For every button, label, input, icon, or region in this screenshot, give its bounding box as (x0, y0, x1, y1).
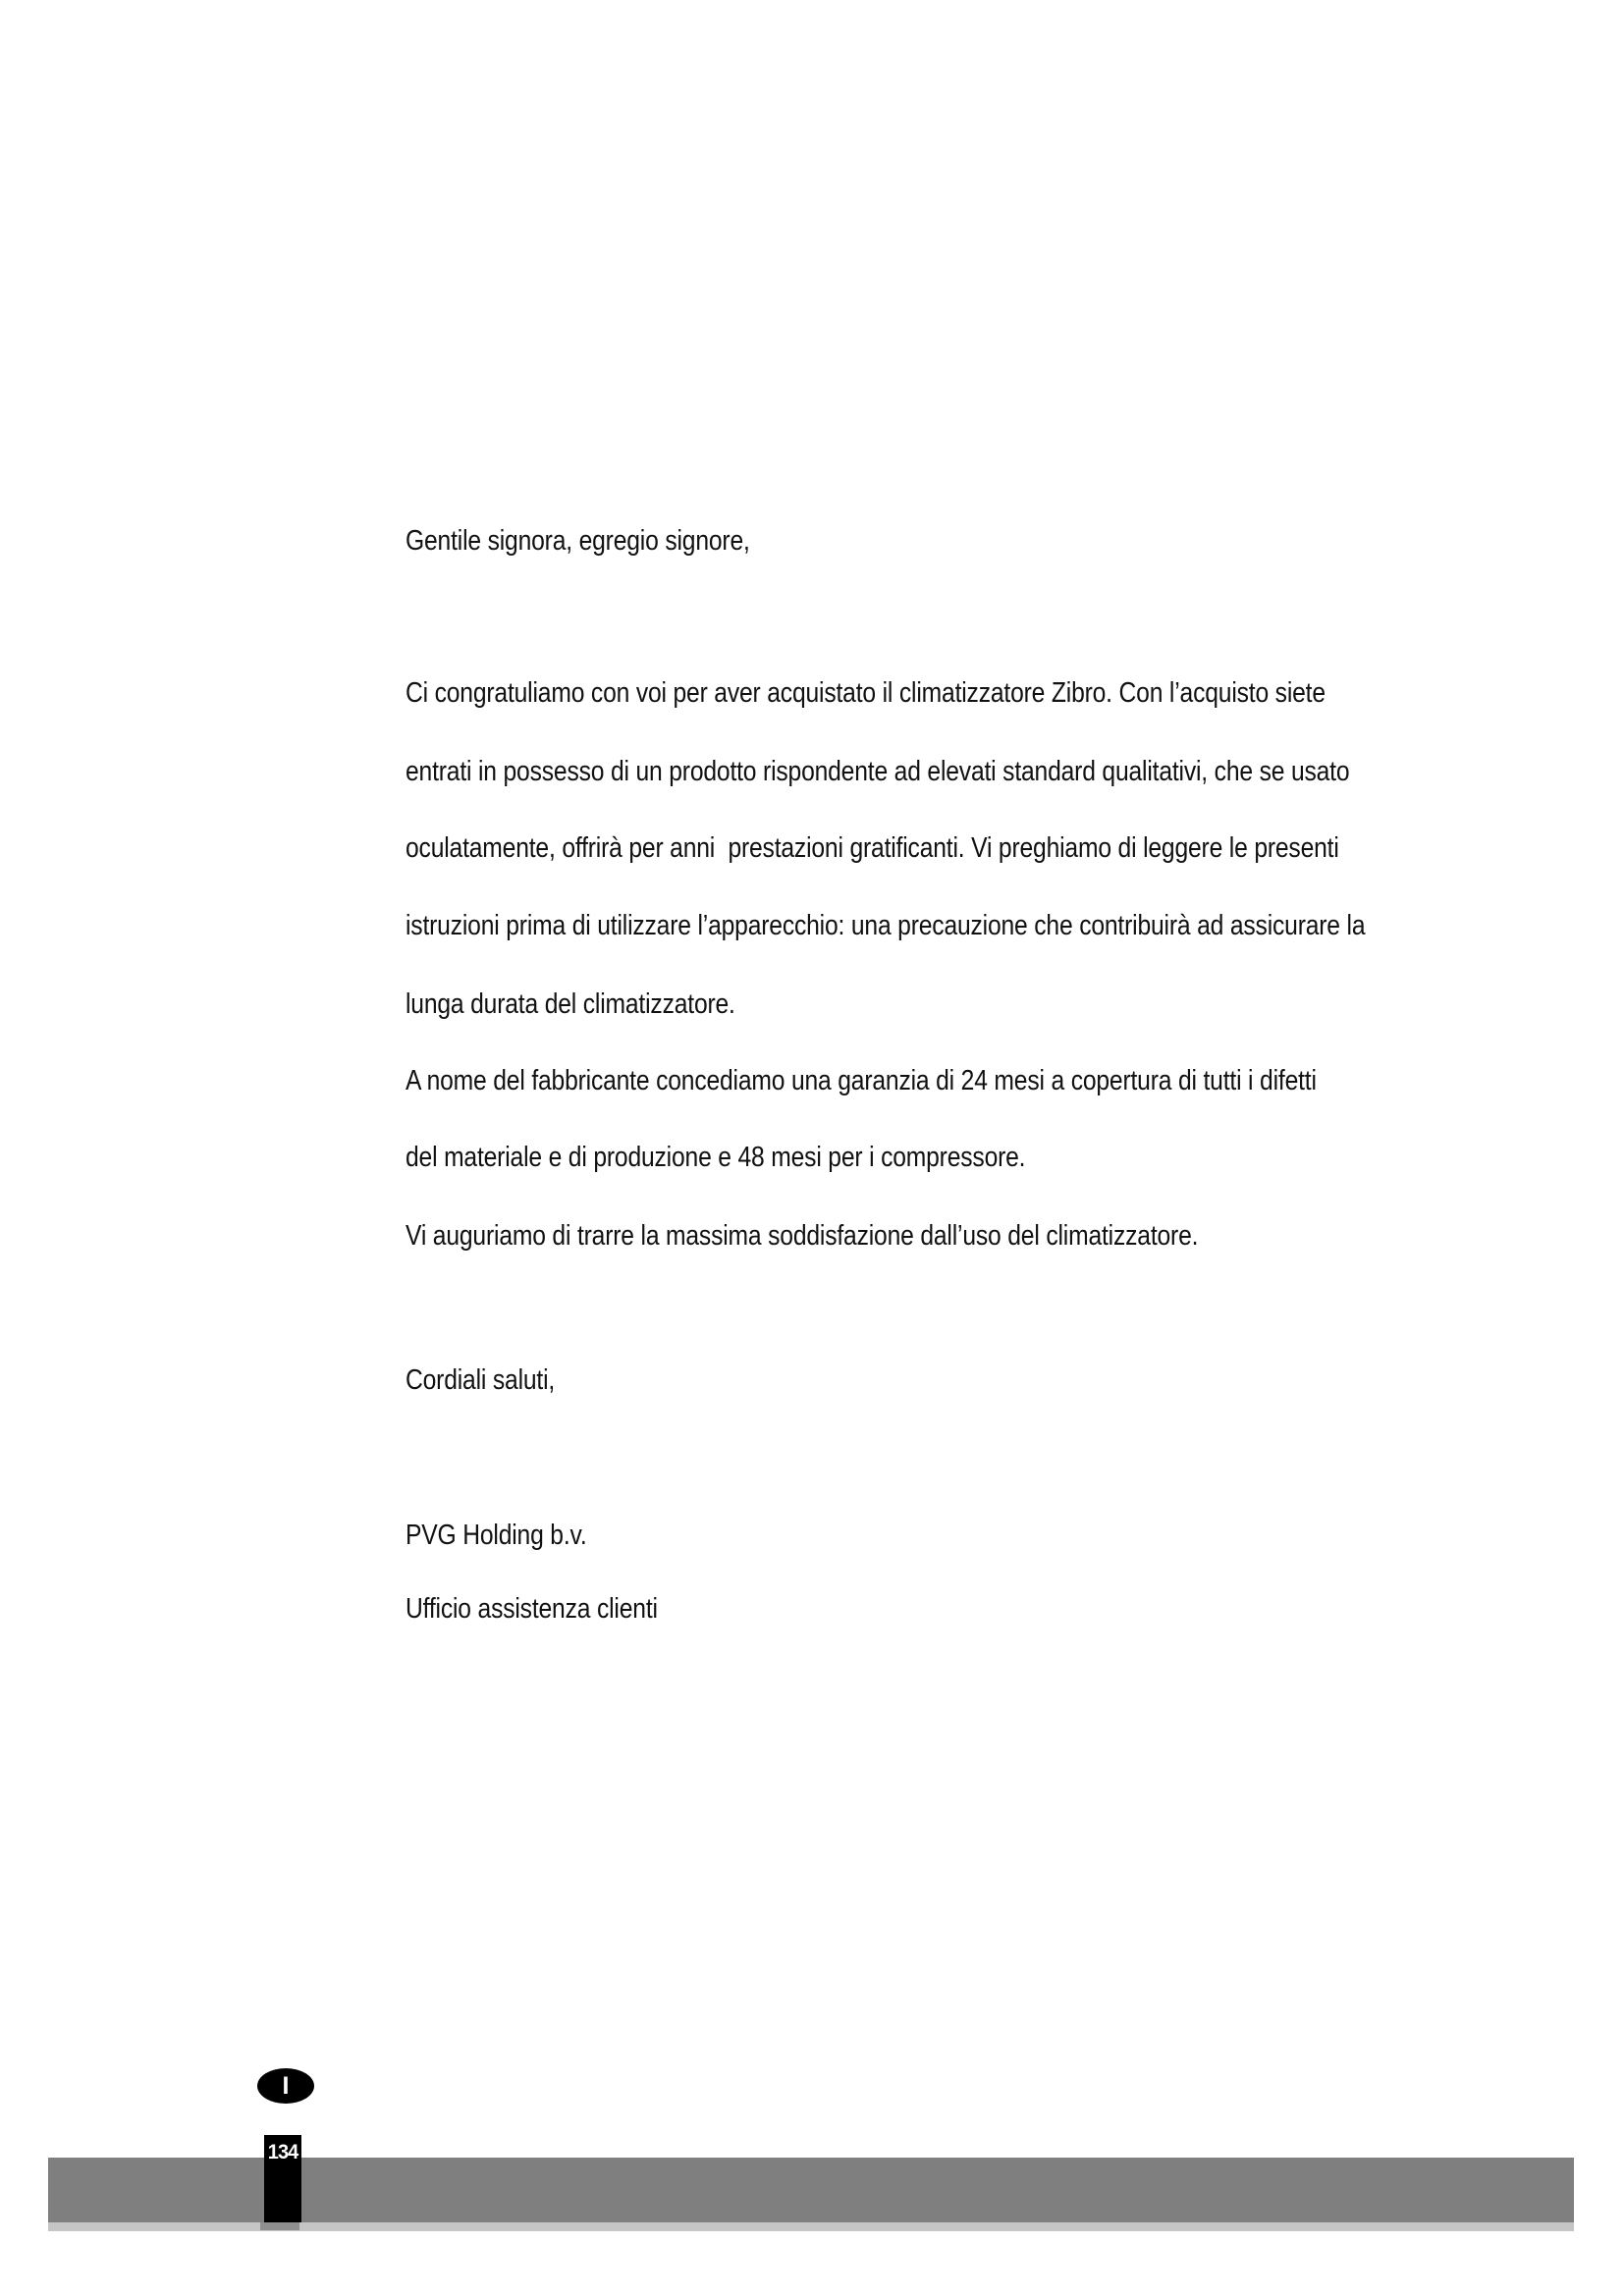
page-number: 134 (267, 2141, 298, 2163)
letter-signature-company: PVG Holding b.v. (406, 1520, 587, 1551)
page-number-tab-shadow (260, 2222, 299, 2230)
letter-line: istruzioni prima di utilizzare l’apparecchio: una precauzione che contribuirà ad assicurare la (406, 910, 1366, 941)
letter-line: Ci congratuliamo con voi per aver acquistato il climatizzatore Zibro. Con l’acquisto siete (406, 677, 1326, 709)
language-badge-label: I (282, 2071, 290, 2100)
letter-closing: Cordiali saluti, (406, 1364, 556, 1396)
letter-line: Vi auguriamo di trarre la massima soddisfazione dall’uso del climatizzatore. (406, 1220, 1199, 1252)
letter-line: lunga durata del climatizzatore. (406, 988, 735, 1020)
letter-line: entrati in possesso di un prodotto rispondente ad elevati standard qualitativi, che se usato (406, 756, 1350, 787)
page-number-tab (264, 2135, 301, 2222)
language-badge (257, 2068, 314, 2104)
letter-line: A nome del fabbricante concediamo una garanzia di 24 mesi a copertura di tutti i difetti (406, 1065, 1317, 1096)
letter-line: oculatamente, offrirà per anni prestazioni gratificanti. Vi preghiamo di leggere le presenti (406, 832, 1339, 864)
letter-signature-department: Ufficio assistenza clienti (406, 1593, 658, 1625)
letter-line: del materiale e di produzione e 48 mesi per i compressore. (406, 1142, 1026, 1173)
letter-salutation: Gentile signora, egregio signore, (406, 525, 750, 557)
